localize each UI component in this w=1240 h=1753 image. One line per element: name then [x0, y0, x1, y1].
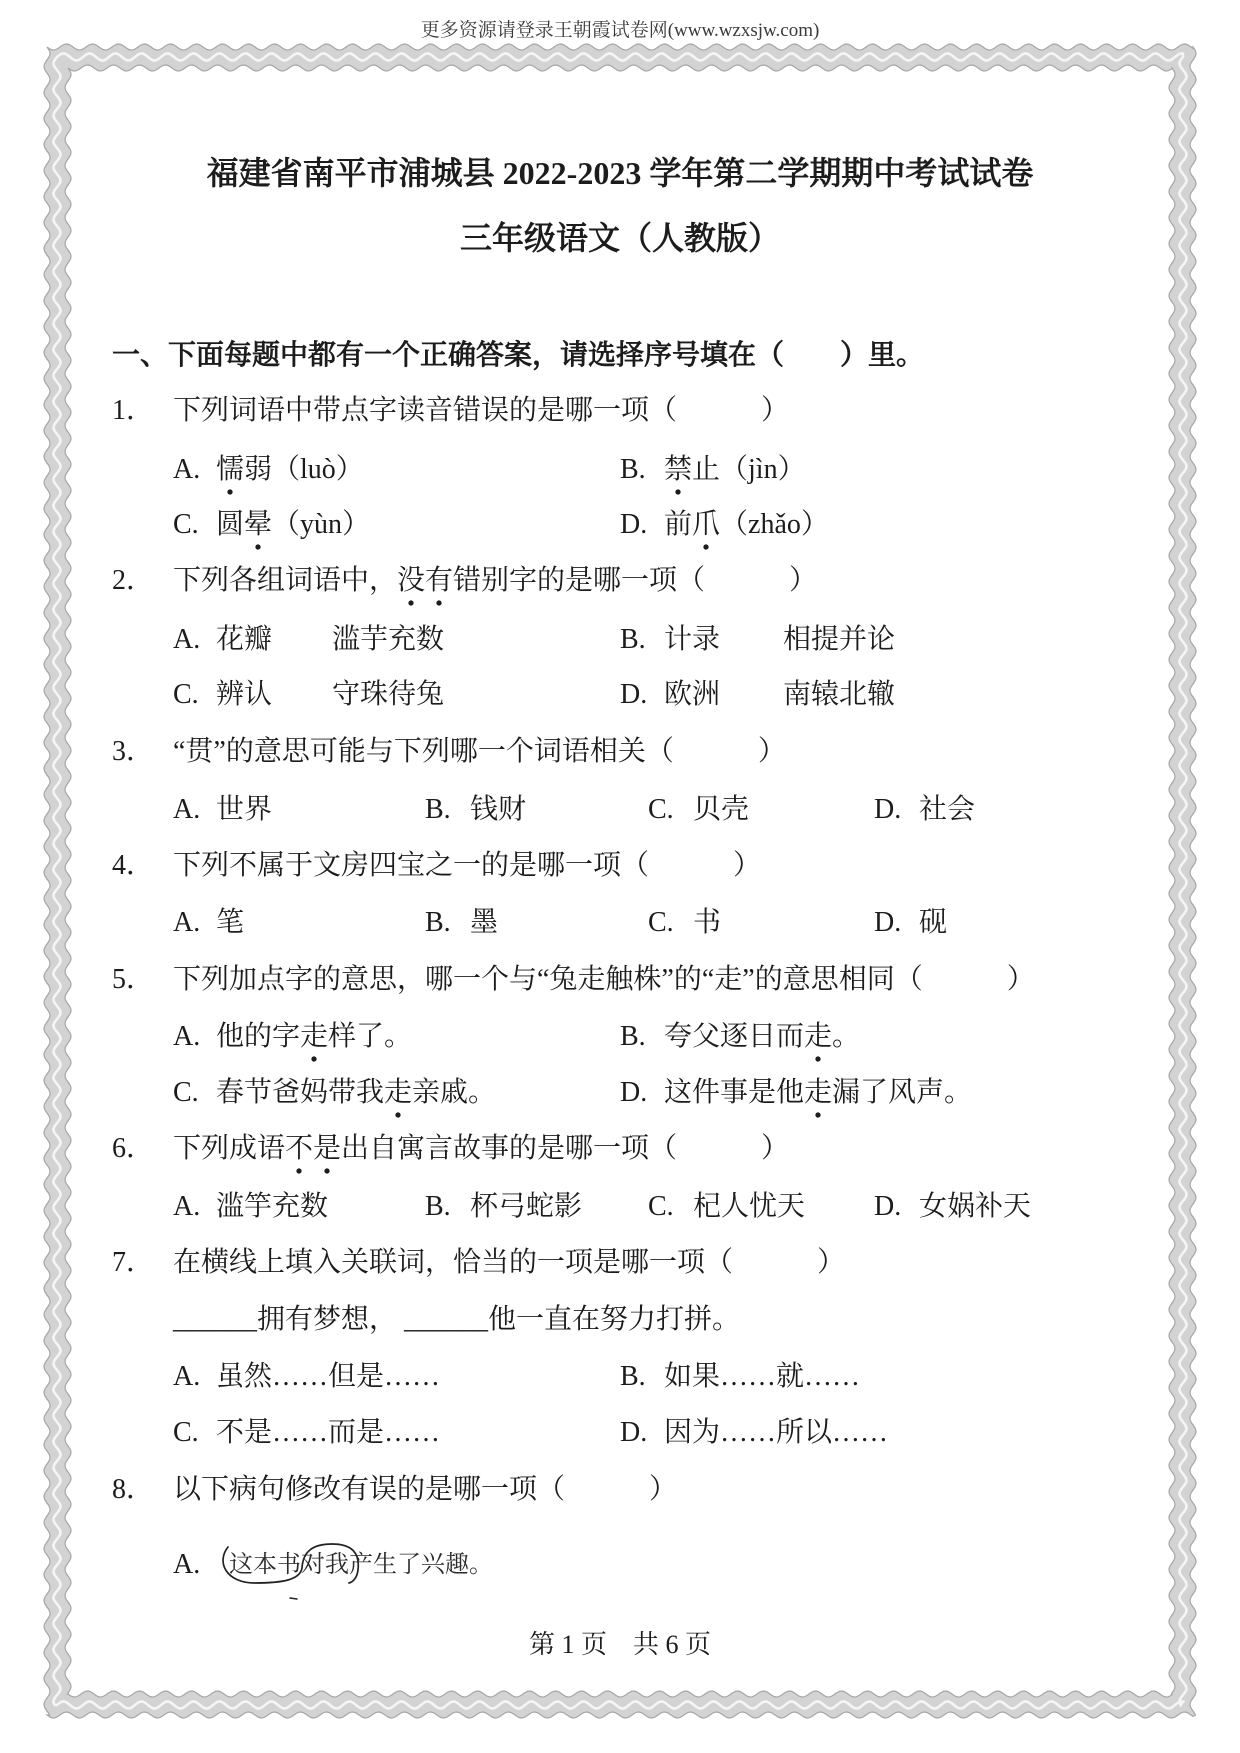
option-text	[216, 442, 364, 498]
swap-mark-tick	[290, 1598, 297, 1599]
option-text: 墨	[470, 907, 499, 938]
option-word: 花瓣	[216, 624, 273, 655]
option-text: 滥竽充数	[216, 1191, 329, 1222]
question-3-row	[0, 724, 1240, 780]
question-number: 5．	[112, 964, 155, 995]
question-4-options	[0, 895, 1240, 951]
option-text	[664, 1065, 972, 1121]
question-2-row	[0, 553, 1240, 609]
option-text-rest: 止（jìn）	[692, 454, 806, 485]
option-text-rest: 。	[832, 1021, 861, 1052]
option-label: D.	[620, 1417, 648, 1448]
question-number: 8．	[112, 1474, 155, 1505]
question-stem: 下列加点字的意思，哪一个与“兔走触株”的“走”的意思相同（ ）	[173, 964, 1035, 995]
dotted-char: 晕	[244, 508, 272, 551]
option-label: D.	[874, 907, 902, 938]
site-banner: 更多资源请登录王朝霞试卷网(www.wzxsjw.com)	[420, 20, 820, 41]
question-stem-pre: 下列各组词语中，	[173, 565, 398, 596]
question-number: 4．	[112, 850, 155, 881]
option-label: A.	[173, 907, 201, 938]
option-text-pre: 圆	[216, 509, 245, 540]
option-text	[664, 442, 806, 498]
option-label: B.	[620, 1361, 646, 1392]
question-5-row	[0, 952, 1240, 1008]
option-label: C.	[173, 1417, 199, 1448]
question-7-options-ab	[0, 1349, 1240, 1405]
question-3-options	[0, 782, 1240, 838]
option-word: 计录	[664, 624, 721, 655]
option-text: 书	[693, 907, 722, 938]
option-text: 因为……所以……	[664, 1417, 889, 1448]
question-stem-post: 出自寓言故事的是哪一项（ ）	[341, 1133, 790, 1164]
exam-subtitle: 三年级语文（人教版）	[459, 220, 780, 256]
option-label: A.	[173, 794, 201, 825]
dotted-char: 爪	[692, 508, 720, 551]
option-text	[216, 1009, 412, 1065]
option-text-pre: 夸父逐日而	[664, 1021, 805, 1052]
dotted-char: 走	[804, 1076, 832, 1119]
option-label: A.	[173, 1549, 201, 1580]
option-label: A.	[173, 624, 201, 655]
option-label: C.	[173, 509, 199, 540]
option-label: C.	[648, 907, 674, 938]
dotted-chars: 没有	[397, 564, 453, 607]
option-text: 这本书对我产生了兴趣。	[229, 1552, 493, 1578]
option-label: D.	[874, 794, 902, 825]
option-label: C.	[173, 679, 199, 710]
question-1-options-ab	[0, 442, 1240, 498]
option-text-rest: （zhǎo）	[720, 509, 829, 540]
question-stem: 以下病句修改有误的是哪一项（ ）	[173, 1474, 678, 1505]
option-text	[216, 1065, 496, 1121]
option-text-pre: 春节爸妈带我	[216, 1077, 385, 1108]
question-7-sentence-row	[0, 1292, 1240, 1348]
question-number: 2．	[112, 565, 155, 596]
question-2-options-cd	[0, 667, 1240, 723]
option-label: A.	[173, 1191, 201, 1222]
option-text: 钱财	[470, 794, 527, 825]
option-text: 杯弓蛇影	[470, 1191, 583, 1222]
option-idiom: 相提并论	[783, 624, 896, 655]
question-stem-pre: 下列成语	[173, 1133, 286, 1164]
question-stem	[173, 1121, 789, 1177]
page-footer: 第 1 页 共 6 页	[528, 1630, 711, 1659]
option-label: B.	[620, 454, 646, 485]
question-1-row	[0, 383, 1240, 439]
option-text: 女娲补天	[919, 1191, 1032, 1222]
question-2-options-ab	[0, 612, 1240, 668]
option-word: 辨认	[216, 679, 273, 710]
option-label: D.	[620, 509, 648, 540]
dotted-char: 禁	[664, 453, 692, 496]
dotted-char: 走	[300, 1020, 328, 1063]
option-label: D.	[620, 1077, 648, 1108]
option-label: C.	[648, 1191, 674, 1222]
option-text: 不是……而是……	[216, 1417, 441, 1448]
option-idiom: 滥芋充数	[332, 624, 445, 655]
question-8-option-a	[0, 1537, 1240, 1593]
question-number: 6．	[112, 1133, 155, 1164]
question-8-row	[0, 1462, 1240, 1518]
question-4-row	[0, 838, 1240, 894]
option-text: 社会	[919, 794, 976, 825]
question-5-options-ab	[0, 1009, 1240, 1065]
question-number: 1．	[112, 395, 155, 426]
option-label: D.	[620, 679, 648, 710]
option-text: 虽然……但是……	[216, 1361, 441, 1392]
option-label: B.	[620, 624, 646, 655]
swap-correction-mark	[200, 1530, 400, 1610]
option-label: C.	[648, 794, 674, 825]
dotted-char: 懦	[216, 453, 244, 496]
question-1-options-cd	[0, 497, 1240, 553]
option-text: 贝壳	[693, 794, 750, 825]
fill-in-sentence: ______拥有梦想， ______他一直在努力打拼。	[173, 1304, 741, 1335]
option-text-pre: 这件事是他	[664, 1077, 805, 1108]
option-label: A.	[173, 454, 201, 485]
option-idiom: 南辕北辙	[783, 679, 896, 710]
option-text-rest: 亲戚。	[412, 1077, 497, 1108]
dotted-chars: 不是	[285, 1132, 341, 1175]
option-text-rest: （yùn）	[272, 509, 371, 540]
question-7-row	[0, 1235, 1240, 1291]
option-label: B.	[620, 1021, 646, 1052]
option-label: C.	[173, 1077, 199, 1108]
question-number: 7．	[112, 1247, 155, 1278]
dotted-char: 走	[384, 1076, 412, 1119]
swap-mark-curve	[223, 1544, 358, 1583]
option-word: 欧洲	[664, 679, 721, 710]
option-label: D.	[874, 1191, 902, 1222]
option-label: B.	[425, 1191, 451, 1222]
option-label: A.	[173, 1361, 201, 1392]
option-text-pre: 他的字	[216, 1021, 301, 1052]
question-stem-post: 错别字的是哪一项（ ）	[453, 565, 818, 596]
option-label: A.	[173, 1021, 201, 1052]
question-7-options-cd	[0, 1405, 1240, 1461]
question-stem: 在横线上填入关联词，恰当的一项是哪一项（ ）	[173, 1247, 846, 1278]
exam-title: 福建省南平市浦城县 2022-2023 学年第二学期期中考试试卷	[206, 155, 1034, 191]
option-label: B.	[425, 907, 451, 938]
option-text-rest: 弱（luò）	[244, 454, 364, 485]
question-6-row	[0, 1121, 1240, 1177]
option-text	[664, 497, 829, 553]
option-text: 杞人忧天	[693, 1191, 806, 1222]
question-stem: 下列词语中带点字读音错误的是哪一项（ ）	[173, 395, 790, 426]
question-stem: 下列不属于文房四宝之一的是哪一项（ ）	[173, 850, 762, 881]
option-text: 世界	[216, 794, 273, 825]
option-text: 砚	[919, 907, 948, 938]
option-text-rest: 样了。	[328, 1021, 413, 1052]
option-text	[664, 1009, 860, 1065]
question-6-options	[0, 1179, 1240, 1235]
option-idiom: 守珠待兔	[332, 679, 445, 710]
option-label: B.	[425, 794, 451, 825]
option-text: 笔	[216, 907, 245, 938]
option-text	[216, 497, 370, 553]
option-text-pre: 前	[664, 509, 693, 540]
section-heading: 一、下面每题中都有一个正确答案，请选择序号填在（ ）里。	[112, 340, 925, 371]
question-5-options-cd	[0, 1065, 1240, 1121]
question-number: 3．	[112, 736, 155, 767]
option-text-rest: 漏了风声。	[832, 1077, 973, 1108]
section-heading-row	[0, 328, 1240, 384]
dotted-char: 走	[804, 1020, 832, 1063]
option-text: 如果……就……	[664, 1361, 861, 1392]
question-stem: “贯”的意思可能与下列哪一个词语相关（ ）	[173, 736, 786, 767]
question-stem	[173, 553, 817, 609]
